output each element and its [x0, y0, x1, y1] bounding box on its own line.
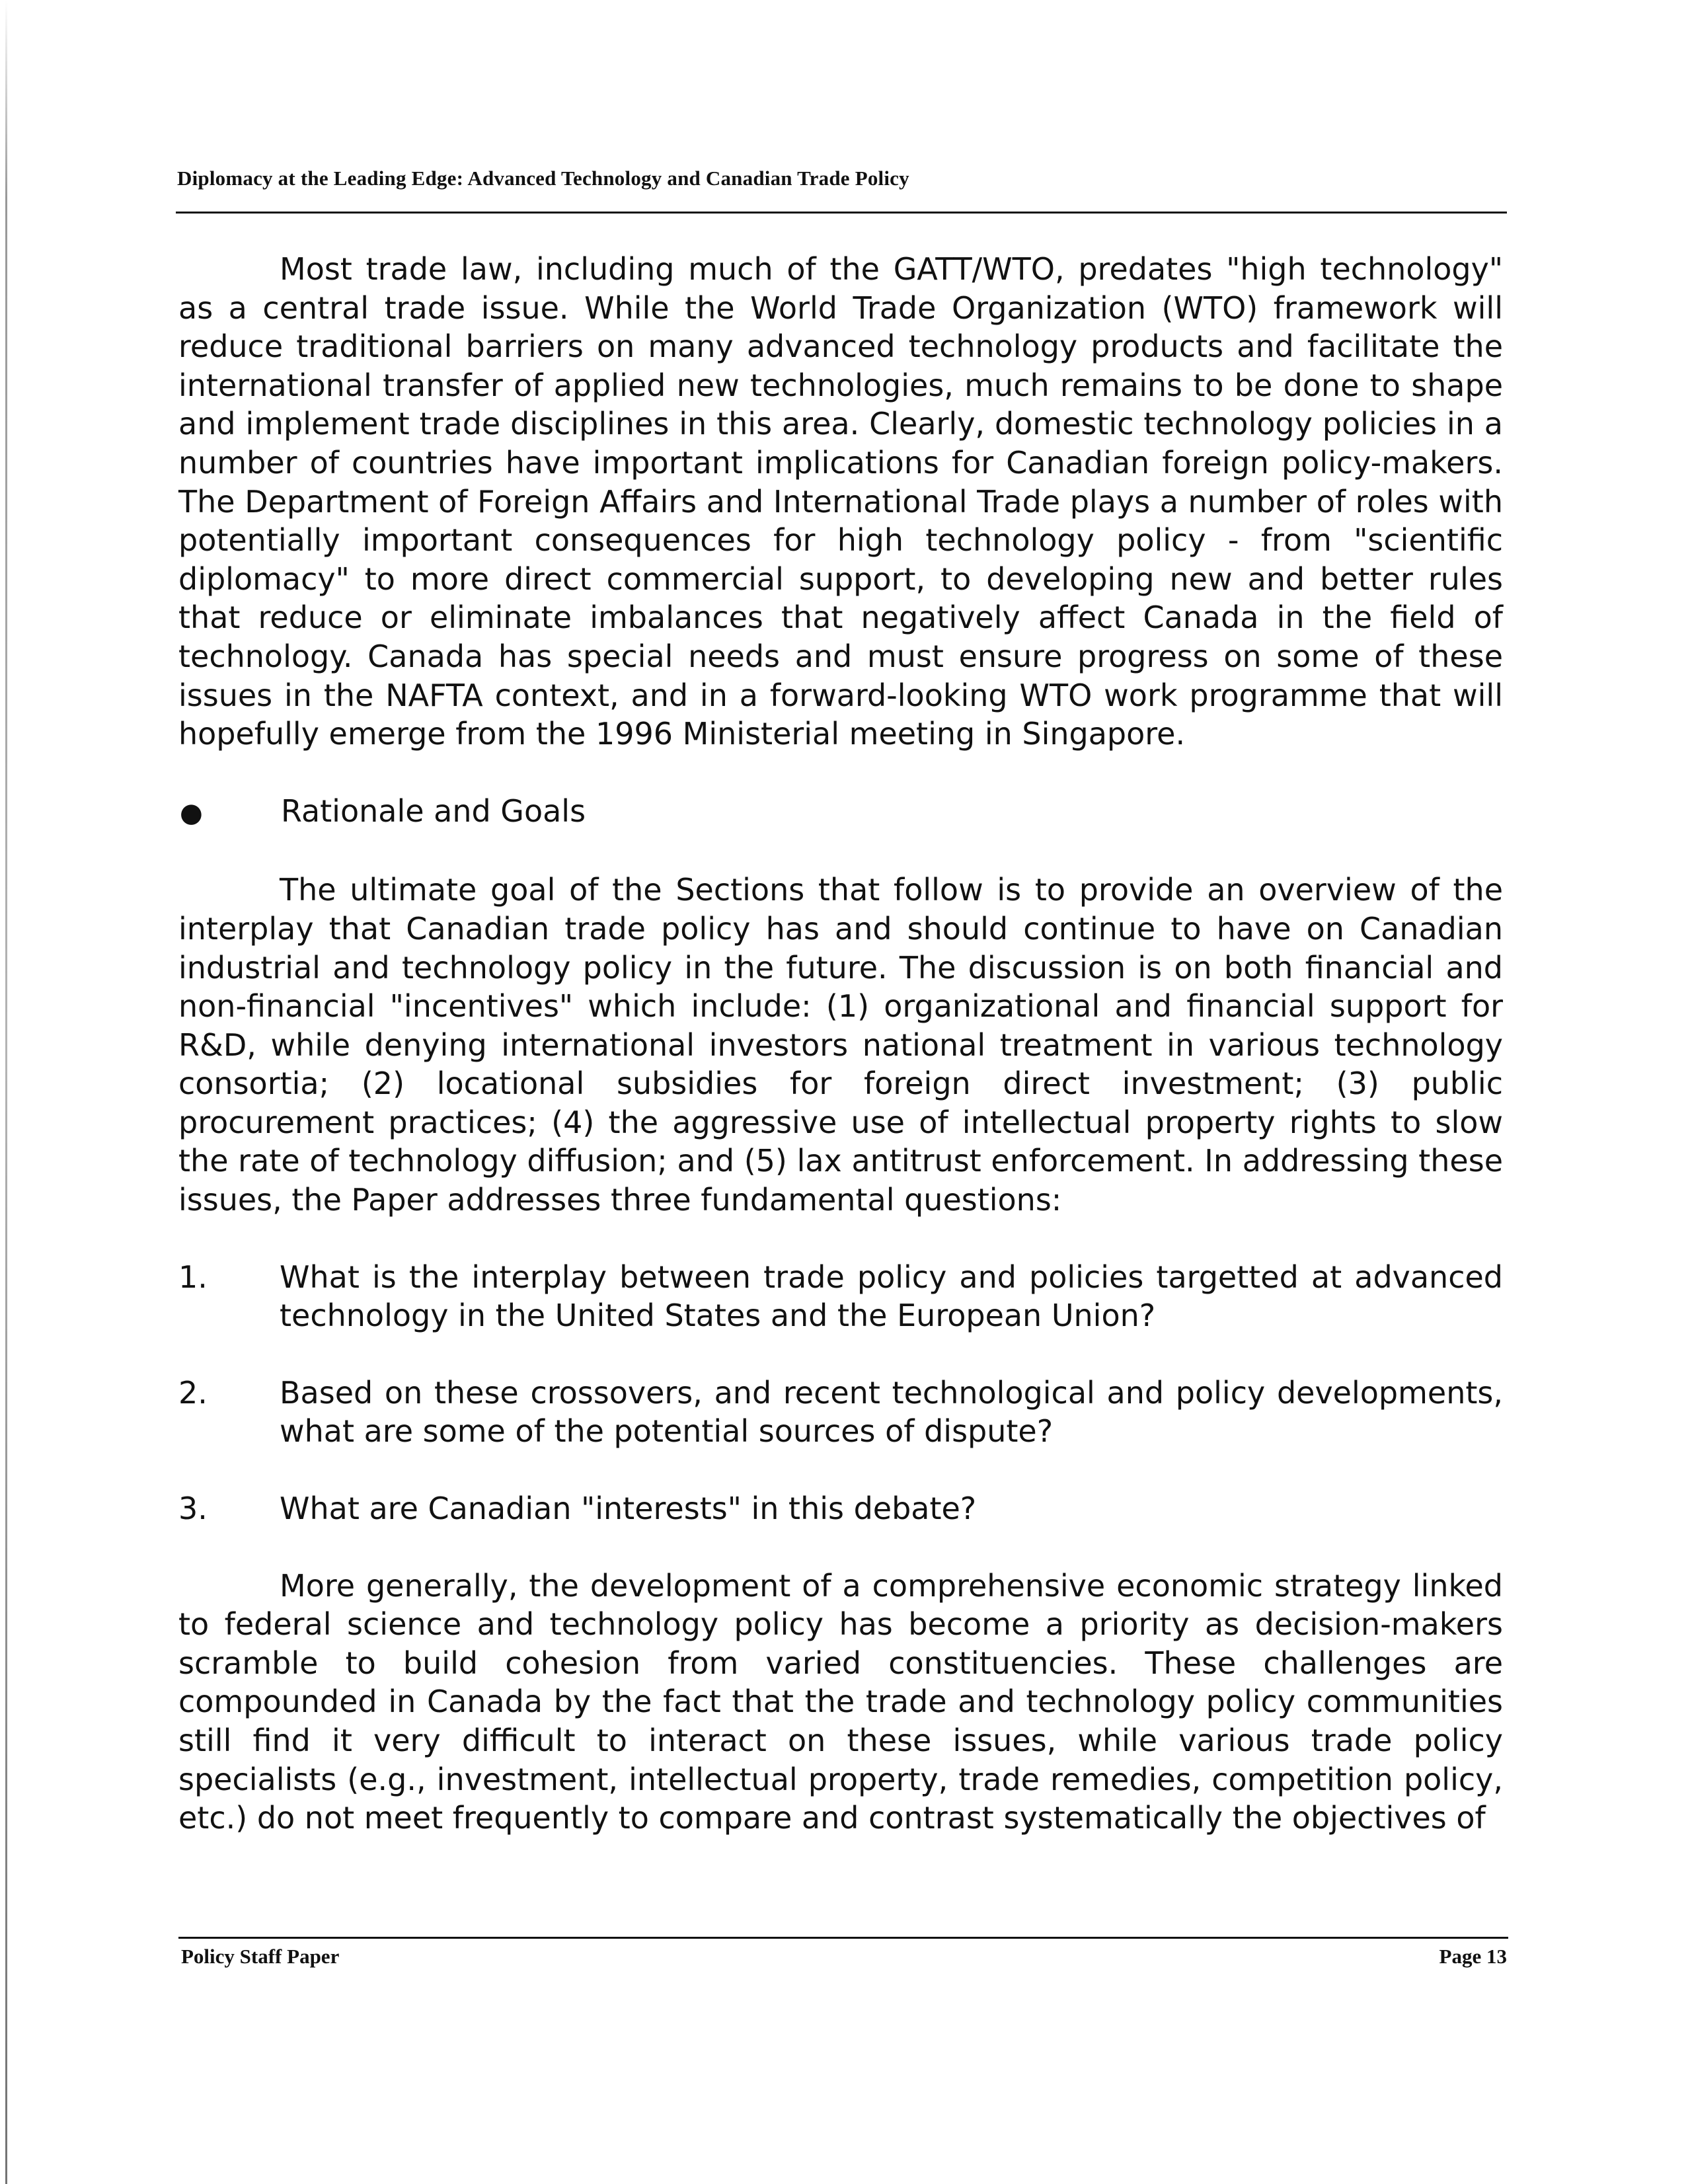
- section-heading-row: [178, 792, 1503, 833]
- question-item-2: [178, 1374, 1503, 1451]
- bullet-icon: ●: [180, 797, 203, 828]
- question-number: 1.: [178, 1259, 208, 1295]
- footer-publication: Policy Staff Paper: [181, 1945, 340, 1968]
- question-text: What is the interplay between trade policy and policies targetted at advanced technology in the United States and the European Union?: [280, 1259, 1503, 1334]
- section-heading: Rationale and Goals: [281, 793, 586, 829]
- question-item-3: [178, 1489, 1503, 1528]
- paragraph-1: Most trade law, including much of the GATT/WTO, predates "high technology" as a central trade issue. While the World Trade Organization (WTO) framework will reduce traditional barriers on many advanced technology products and facilitate the international transfer of applied new technologies, much remains to be done to shape and implement trade disciplines in this area. Clearly, domestic technology policies in a number of countries have important implications for Canadian foreign policy-makers. The Department of Foreign Affairs and International Trade plays a number of roles with potentially important consequences for high technology policy - from "scientific diplomacy" to more direct commercial support, to developing new and better rules that reduce or eliminate imbalances that negatively affect Canada in the field of technology. Canada has special needs and must ensure progress on some of these issues in the NAFTA context, and in a forward-looking WTO work programme that will hopefully emerge from the 1996 Ministerial meeting in Singapore.: [178, 251, 1503, 752]
- header-rule: [176, 212, 1507, 214]
- running-header: Diplomacy at the Leading Edge: Advanced Technology and Canadian Trade Policy: [177, 167, 909, 190]
- scan-shadow-edge: [5, 0, 7, 2184]
- question-text: Based on these crossovers, and recent technological and policy developments, what are some of the potential sources of dispute?: [280, 1374, 1503, 1450]
- body-text: [178, 250, 1503, 1838]
- paragraph-3: More generally, the development of a comprehensive economic strategy linked to federal science and technology policy has become a priority as decision-makers scramble to build cohesion from varied constituencies. These challenges are compounded in Canada by the fact that the trade and technology policy communities still find it very difficult to interact on these issues, while various trade policy specialists (e.g., investment, intellectual property, trade remedies, competition policy, etc.) do not meet frequently to compare and contrast systematically the objectives of: [178, 1567, 1503, 1836]
- question-number: 3.: [178, 1491, 208, 1527]
- question-number: 2.: [178, 1374, 208, 1411]
- page-number: Page 13: [1439, 1945, 1507, 1968]
- question-item-1: [178, 1258, 1503, 1335]
- paragraph-2: The ultimate goal of the Sections that follow is to provide an overview of the interplay that Canadian trade policy has and should continue to have on Canadian industrial and technology policy in the future. The discussion is on both financial and non-financial "incentives" which include: (1) organizational and financial support for R&D, while denying international investors national treatment in various technology consortia; (2) locational subsidies for foreign direct investment; (3) public procurement practices; (4) the aggressive use of intellectual property rights to slow the rate of technology diffusion; and (5) lax antitrust enforcement. In addressing these issues, the Paper addresses three fundamental questions:: [178, 872, 1503, 1218]
- question-text: What are Canadian "interests" in this debate?: [280, 1491, 977, 1527]
- footer-rule: [178, 1937, 1508, 1939]
